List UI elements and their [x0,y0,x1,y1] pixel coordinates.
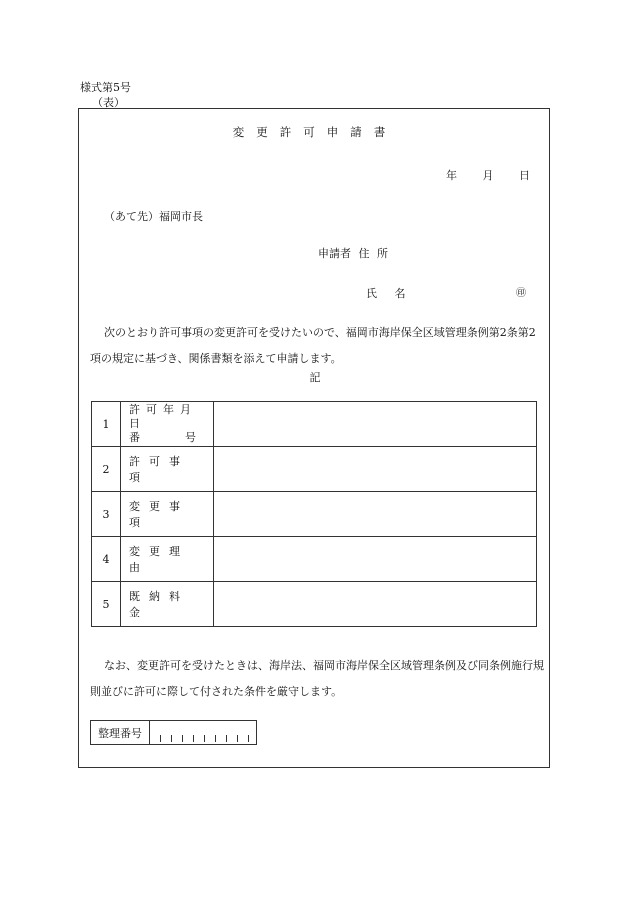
row-label-text: 変更理由 [129,545,189,574]
reference-slot-tick [215,735,216,742]
addressee: （あて先）福岡市長 [104,210,203,223]
side-label: （表） [92,96,125,109]
reference-slot-tick [226,735,227,742]
table-row [92,402,537,447]
table-row [92,447,537,492]
reference-number-label: 整理番号 [91,721,150,744]
row-label-line1: 許可年月日 [129,403,197,430]
reference-slot-tick [171,735,172,742]
reference-slot-tick [193,735,194,742]
row-number: 2 [92,447,121,492]
ki-label: 記 [309,371,321,384]
form-number: 様式第5号 [80,81,131,94]
permit-date-number-field[interactable] [214,402,537,447]
change-reason-field[interactable] [214,537,537,582]
seal-mark: ㊞ [516,288,526,299]
table-row [92,492,537,537]
row-number: 1 [92,402,121,447]
row-label [121,582,214,627]
note-paragraph: なお、変更許可を受けたときは、海岸法、福岡市海岸保全区域管理条例及び同条例施行規則並びに許可に際して付された条件を厳守します。 [90,659,544,698]
page-title: 変更許可申請書 [232,125,398,139]
reference-slot-tick [237,735,238,742]
date-line: 年 月 日 [446,169,530,182]
row-label-line2: 番 号 [129,431,199,444]
row-number: 5 [92,582,121,627]
reference-number-box [90,720,257,745]
row-number: 4 [92,537,121,582]
reference-number-slots[interactable] [150,721,256,744]
reference-slot-tick [248,735,249,742]
reference-slot-tick [182,735,183,742]
row-label [121,492,214,537]
row-label-text: 許可事項 [129,455,189,484]
row-label-text: 変更事項 [129,500,189,529]
row-label-text: 既納料金 [129,590,189,619]
applicant-name-label: 氏 名 [366,287,406,300]
paid-fee-field[interactable] [214,582,537,627]
body-paragraph: 次のとおり許可事項の変更許可を受けたいので、福岡市海岸保全区域管理条例第2条第2項の規定に基づき、関係書類を添えて申請します。 [90,326,536,365]
items-table [91,401,537,627]
row-number: 3 [92,492,121,537]
row-label [121,402,214,447]
reference-slot-tick [204,735,205,742]
permit-items-field[interactable] [214,447,537,492]
row-label [121,447,214,492]
applicant-address-label: 申請者 住 所 [318,247,388,260]
table-row [92,582,537,627]
change-items-field[interactable] [214,492,537,537]
reference-slot-tick [160,735,161,742]
table-row [92,537,537,582]
row-label [121,537,214,582]
